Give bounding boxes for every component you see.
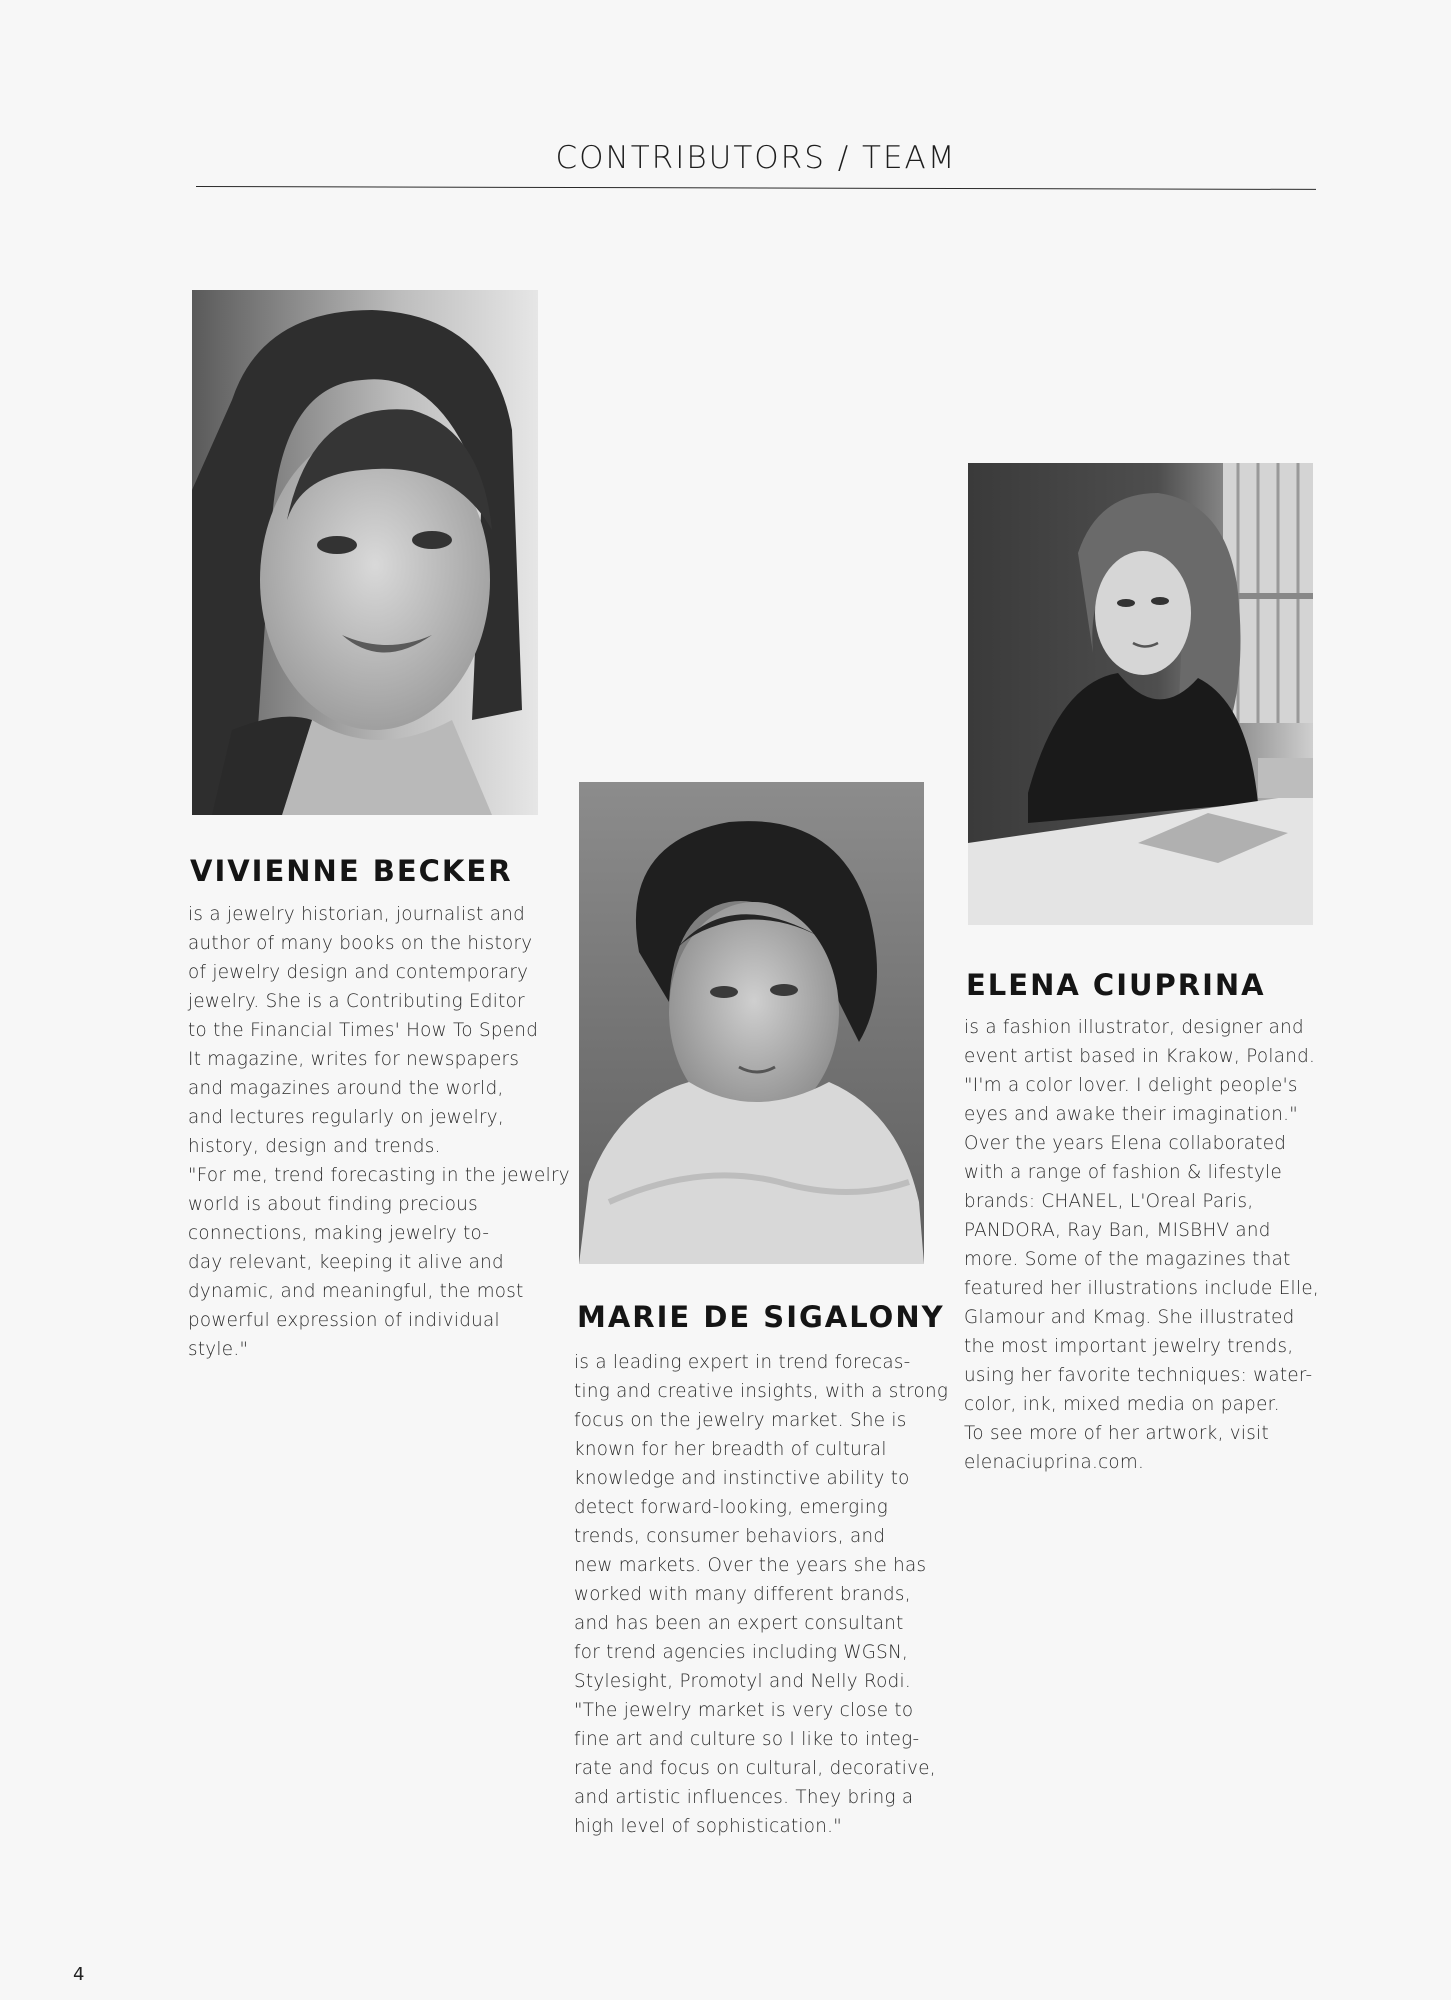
bio-line: jewelry. She is a Contributing Editor xyxy=(188,991,525,1012)
bio-line: style." xyxy=(188,1339,249,1360)
bio-line: event artist based in Krakow, Poland. xyxy=(964,1046,1316,1067)
bio-line: Stylesight, Promotyl and Nelly Rodi. xyxy=(574,1671,912,1692)
contributor-name: VIVIENNE BECKER xyxy=(190,854,513,888)
bio-line: is a leading expert in trend forecas- xyxy=(574,1352,911,1373)
bio-line: Over the years Elena collaborated xyxy=(964,1133,1287,1154)
bio-line: PANDORA, Ray Ban, MISBHV and xyxy=(964,1220,1271,1241)
bio-line: trends, consumer behaviors, and xyxy=(574,1526,886,1547)
bio-line: and lectures regularly on jewelry, xyxy=(188,1107,504,1128)
bio-line: and has been an expert consultant xyxy=(574,1613,904,1634)
bio-line: eyes and awake their imagination." xyxy=(964,1104,1298,1125)
contributor-bio xyxy=(964,1013,1344,1477)
bio-line: using her favorite techniques: water- xyxy=(964,1365,1313,1386)
bio-line: focus on the jewelry market. She is xyxy=(574,1410,907,1431)
bio-line: new markets. Over the years she has xyxy=(574,1555,927,1576)
bio-line: more. Some of the magazines that xyxy=(964,1249,1291,1270)
bio-line: powerful expression of individual xyxy=(188,1310,500,1331)
bio-line: high level of sophistication." xyxy=(574,1816,842,1837)
bio-line: connections, making jewelry to- xyxy=(188,1223,490,1244)
portrait-photo-elena-ciuprina xyxy=(968,463,1313,925)
bio-line: elenaciuprina.com. xyxy=(964,1452,1145,1473)
bio-line: the most important jewelry trends, xyxy=(964,1336,1294,1357)
contributor-bio xyxy=(188,900,570,1364)
bio-line: with a range of fashion & lifestyle xyxy=(964,1162,1283,1183)
bio-line: Glamour and Kmag. She illustrated xyxy=(964,1307,1295,1328)
portrait-photo-marie-de-sigalony xyxy=(579,782,924,1264)
bio-line: "I'm a color lover. I delight people's xyxy=(964,1075,1298,1096)
bio-line: author of many books on the history xyxy=(188,933,533,954)
section-title: CONTRIBUTORS / TEAM xyxy=(555,140,957,176)
portrait-photo-vivienne-becker xyxy=(192,290,538,815)
contributor-name: ELENA CIUPRINA xyxy=(966,968,1266,1002)
bio-line: is a jewelry historian, journalist and xyxy=(188,904,526,925)
bio-line: and magazines around the world, xyxy=(188,1078,504,1099)
bio-line: history, design and trends. xyxy=(188,1136,441,1157)
bio-line: dynamic, and meaningful, the most xyxy=(188,1281,524,1302)
bio-line: featured her illustrations include Elle, xyxy=(964,1278,1319,1299)
bio-line: It magazine, writes for newspapers xyxy=(188,1049,520,1070)
page-number: 4 xyxy=(73,1964,85,1985)
bio-line: "For me, trend forecasting in the jewelry xyxy=(188,1165,570,1186)
header-divider xyxy=(196,186,1316,190)
bio-line: worked with many different brands, xyxy=(574,1584,911,1605)
bio-line: fine art and culture so I like to integ- xyxy=(574,1729,920,1750)
bio-line: color, ink, mixed media on paper. xyxy=(964,1394,1280,1415)
bio-line: day relevant, keeping it alive and xyxy=(188,1252,504,1273)
contributor-bio xyxy=(574,1348,949,1841)
bio-line: rate and focus on cultural, decorative, xyxy=(574,1758,936,1779)
bio-line: knowledge and instinctive ability to xyxy=(574,1468,910,1489)
bio-line: "The jewelry market is very close to xyxy=(574,1700,914,1721)
bio-line: known for her breadth of cultural xyxy=(574,1439,887,1460)
contributor-name: MARIE DE SIGALONY xyxy=(577,1300,945,1334)
bio-line: of jewelry design and contemporary xyxy=(188,962,529,983)
bio-line: detect forward-looking, emerging xyxy=(574,1497,888,1518)
bio-line: and artistic influences. They bring a xyxy=(574,1787,914,1808)
bio-line: world is about finding precious xyxy=(188,1194,478,1215)
bio-line: brands: CHANEL, L'Oreal Paris, xyxy=(964,1191,1254,1212)
bio-line: is a fashion illustrator, designer and xyxy=(964,1017,1304,1038)
bio-line: to the Financial Times' How To Spend xyxy=(188,1020,539,1041)
bio-line: for trend agencies including WGSN, xyxy=(574,1642,909,1663)
bio-line: ting and creative insights, with a strong xyxy=(574,1381,949,1402)
bio-line: To see more of her artwork, visit xyxy=(964,1423,1269,1444)
